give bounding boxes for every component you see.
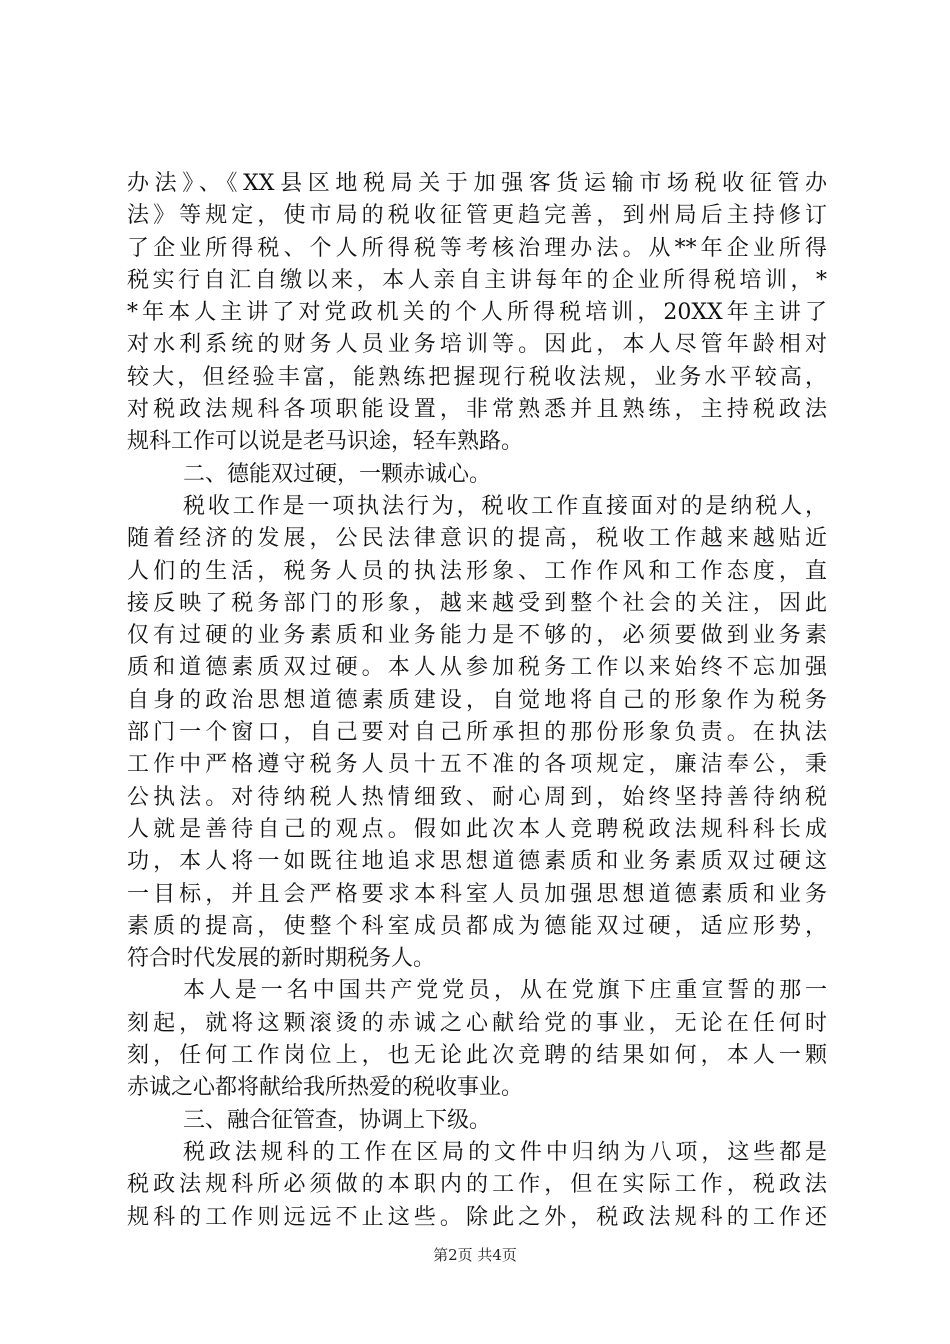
- page-indicator: 第2页 共4页: [433, 1246, 517, 1264]
- text-line: 三、融合征管查，协调上下级。: [183, 1107, 492, 1133]
- text-line: 人们的生活，税务人员的执法形象、工作作风和工作态度，直: [127, 558, 827, 584]
- text-line: 对税政法规科各项职能设置，非常熟悉并且熟练，主持税政法: [127, 397, 827, 423]
- text-line: 法》等规定，使市局的税收征管更趋完善，到州局后主持修订: [127, 203, 827, 229]
- text-line: 税实行自汇自缴以来，本人亲自主讲每年的企业所得税培训，*: [127, 267, 827, 293]
- text-line: 接反映了税务部门的形象，越来越受到整个社会的关注，因此: [127, 590, 827, 616]
- text-line: 工作中严格遵守税务人员十五不准的各项规定，廉洁奉公，秉: [127, 752, 827, 778]
- text-line: 自身的政治思想道德素质建设，自觉地将自己的形象作为税务: [127, 687, 827, 713]
- text-line: 人就是善待自己的观点。假如此次本人竞聘税政法规科科长成: [127, 816, 827, 842]
- text-line: 较大，但经验丰富，能熟练把握现行税收法规，业务水平较高，: [127, 364, 827, 390]
- text-line: 刻，任何工作岗位上，也无论此次竞聘的结果如何，本人一颗: [127, 1043, 827, 1069]
- text-line: 公执法。对待纳税人热情细致、耐心周到，始终坚持善待纳税: [127, 784, 827, 810]
- text-line: 功，本人将一如既往地追求思想道德素质和业务素质双过硬这: [127, 849, 827, 875]
- text-line: 税政法规科所必须做的本职内的工作，但在实际工作，税政法: [127, 1172, 827, 1198]
- page-footer: [0, 1244, 950, 1265]
- text-line: 素质的提高，使整个科室成员都成为德能双过硬，适应形势，: [127, 913, 827, 939]
- text-line: 税政法规科的工作在区局的文件中归纳为八项，这些都是: [183, 1139, 827, 1165]
- text-line: 质和道德素质双过硬。本人从参加税务工作以来始终不忘加强: [127, 655, 827, 681]
- text-line: 规科工作可以说是老马识途，轻车熟路。: [127, 429, 524, 455]
- text-line: 符合时代发展的新时期税务人。: [127, 946, 436, 972]
- text-line: 赤诚之心都将献给我所热爱的税收事业。: [127, 1075, 524, 1101]
- text-line: 仅有过硬的业务素质和业务能力是不够的，必须要做到业务素: [127, 623, 827, 649]
- text-line: 刻起，就将这颗滚烫的赤诚之心献给党的事业，无论在任何时: [127, 1010, 827, 1036]
- text-line: 一目标，并且会严格要求本科室人员加强思想道德素质和业务: [127, 881, 827, 907]
- text-line: *年本人主讲了对党政机关的个人所得税培训，20XX年主讲了: [127, 300, 827, 326]
- document-body: [127, 168, 827, 1234]
- text-line: 了企业所得税、个人所得税等考核治理办法。从**年企业所得: [127, 235, 827, 261]
- text-line: 部门一个窗口，自己要对自己所承担的那份形象负责。在执法: [127, 720, 827, 746]
- text-line: 随着经济的发展，公民法律意识的提高，税收工作越来越贴近: [127, 526, 827, 552]
- text-line: 对水利系统的财务人员业务培训等。因此，本人尽管年龄相对: [127, 332, 827, 358]
- text-line: 二、德能双过硬，一颗赤诚心。: [183, 461, 492, 487]
- text-line: 税收工作是一项执法行为，税收工作直接面对的是纳税人，: [183, 493, 827, 519]
- text-line: 办法》、《XX县区地税局关于加强客货运输市场税收征管办: [127, 171, 827, 196]
- text-line: 规科的工作则远远不止这些。除此之外，税政法规科的工作还: [127, 1204, 827, 1230]
- text-line: 本人是一名中国共产党党员，从在党旗下庄重宣誓的那一: [183, 978, 827, 1004]
